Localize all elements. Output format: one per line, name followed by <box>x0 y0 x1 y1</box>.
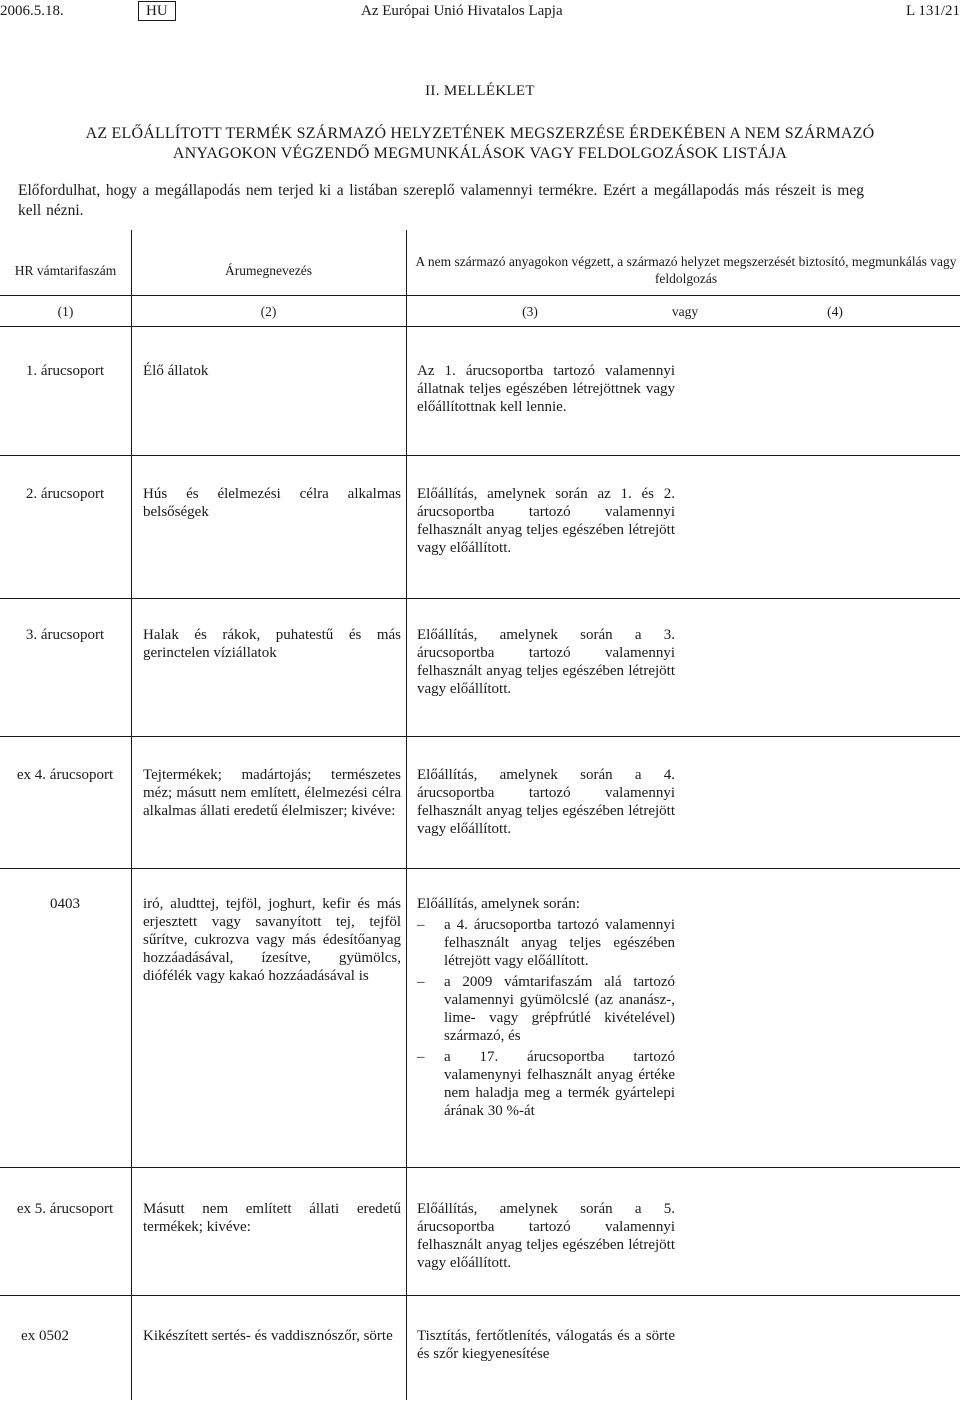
page-header <box>0 0 960 22</box>
row-divider <box>0 868 960 869</box>
column-number-1: (1) <box>57 304 74 319</box>
processing-rule <box>417 895 675 1120</box>
column-or: vagy <box>671 304 699 319</box>
processing-condition <box>417 973 675 1045</box>
row-divider <box>0 598 960 599</box>
processing-rule: Előállítás, amelynek során az 1. és 2. árucsoportba tartozó valamennyi felhasznált anyag teljes egészében létrejött vagy előállított. <box>417 486 675 556</box>
condition-text: a 2009 vámtarifaszám alá tartozó valamennyi gyümölcslé (az ananász-, lime- vagy grépfrútlé kivételével) származó, és <box>444 974 675 1044</box>
processing-rule: Tisztítás, fertőtlenítés, válogatás és a sörte és szőr kiegyenesítése <box>417 1328 675 1362</box>
header-divider <box>0 295 960 296</box>
language-badge: HU <box>138 1 176 21</box>
processing-rule: Előállítás, amelynek során a 4. árucsoportba tartozó valamennyi felhasznált anyag teljes egészében létrejött vagy előállított. <box>417 767 675 837</box>
column-divider-2 <box>406 230 407 1400</box>
row-divider <box>0 1295 960 1296</box>
dash-marker: – <box>417 974 425 990</box>
processing-condition <box>417 916 675 970</box>
dash-marker: – <box>417 917 425 933</box>
annex-title: II. MELLÉKLET <box>425 83 535 99</box>
dash-marker: – <box>417 1049 425 1065</box>
hr-code: 2. árucsoport <box>25 486 105 502</box>
column-number-3: (3) <box>522 304 538 319</box>
hr-code: 3. árucsoport <box>25 627 105 643</box>
row-divider <box>0 736 960 737</box>
condition-text: a 4. árucsoportba tartozó valamennyi felhasznált anyag teljes egészében létrejött vagy előállított. <box>444 917 675 969</box>
hr-code: ex 5. árucsoport <box>16 1201 114 1217</box>
processing-intro: Előállítás, amelynek során: <box>417 896 580 912</box>
list-title: AZ ELŐÁLLÍTOTT TERMÉK SZÁRMAZÓ HELYZETÉNEK MEGSZERZÉSE ÉRDEKÉBEN A NEM SZÁRMAZÓ ANYAGOKON VÉGZENDŐ MEGMUNKÁLÁSOK VAGY FELDOLGOZÁSOK LISTÁJA <box>85 125 875 162</box>
processing-condition <box>417 1048 675 1120</box>
goods-description: Halak és rákok, puhatestű és más gerinctelen víziállatok <box>143 627 401 661</box>
journal-name: Az Európai Unió Hivatalos Lapja <box>361 3 563 19</box>
goods-description: Élő állatok <box>143 363 209 379</box>
page-number: L 131/21 <box>905 3 960 19</box>
column-number-4: (4) <box>827 304 843 319</box>
goods-description: Tejtermékek; madártojás; természetes méz; másutt nem említett, élelmezési célra alkalmas állati eredetű élelmiszer; kivéve: <box>143 767 401 819</box>
hr-code: ex 4. árucsoport <box>16 767 114 783</box>
processing-rule: Az 1. árucsoportba tartozó valamennyi állatnak teljes egészében létrejöttnek vagy előállítottnak kell lennie. <box>417 363 675 415</box>
processing-rule: Előállítás, amelynek során a 5. árucsoportba tartozó valamennyi felhasznált anyag teljes egészében létrejött vagy előállított. <box>417 1201 675 1271</box>
column-divider-1 <box>131 230 132 1400</box>
intro-paragraph: Előfordulhat, hogy a megállapodás nem terjed ki a listában szereplő valamennyi termékre. Ezért a megállapodás más részeit is meg kell nézni. <box>18 182 864 219</box>
row-divider <box>0 1167 960 1168</box>
hr-code: 0403 <box>50 896 80 912</box>
header-processing: A nem származó anyagokon végzett, a származó helyzet megszerzését biztosító, megmunkálás vagy feldolgozás <box>415 254 957 286</box>
goods-description: iró, aludttej, tejföl, joghurt, kefir és más erjesztett vagy savanyított tej, tejföl sűrítve, cukrozva vagy más édesítőanyag hozzáadásával, ízesítve, gyümölcs, diófélék vagy kakaó hozzáadásával is <box>143 896 401 984</box>
processing-rule: Előállítás, amelynek során a 3. árucsoportba tartozó valamennyi felhasznált anyag teljes egészében létrejött vagy előállított. <box>417 627 675 697</box>
row-divider <box>0 455 960 456</box>
header-description: Árumegnevezés <box>225 263 312 278</box>
hr-code: 1. árucsoport <box>25 363 105 379</box>
goods-description: Hús és élelmezési célra alkalmas belsőségek <box>143 486 401 520</box>
condition-text: a 17. árucsoportba tartozó valamenynyi felhasznált anyag értéke nem haladja meg a termék gyártelepi árának 30 %-át <box>444 1049 675 1119</box>
goods-description: Kikészített sertés- és vaddisznószőr, sörte <box>143 1328 393 1344</box>
goods-description: Másutt nem említett állati eredetű termékek; kivéve: <box>143 1201 401 1235</box>
column-number-2: (2) <box>260 304 277 319</box>
numbers-divider <box>0 326 960 327</box>
hr-code: ex 0502 <box>21 1328 69 1344</box>
publication-date: 2006.5.18. <box>0 3 64 19</box>
header-hr-code: HR vámtarifaszám <box>14 263 117 278</box>
